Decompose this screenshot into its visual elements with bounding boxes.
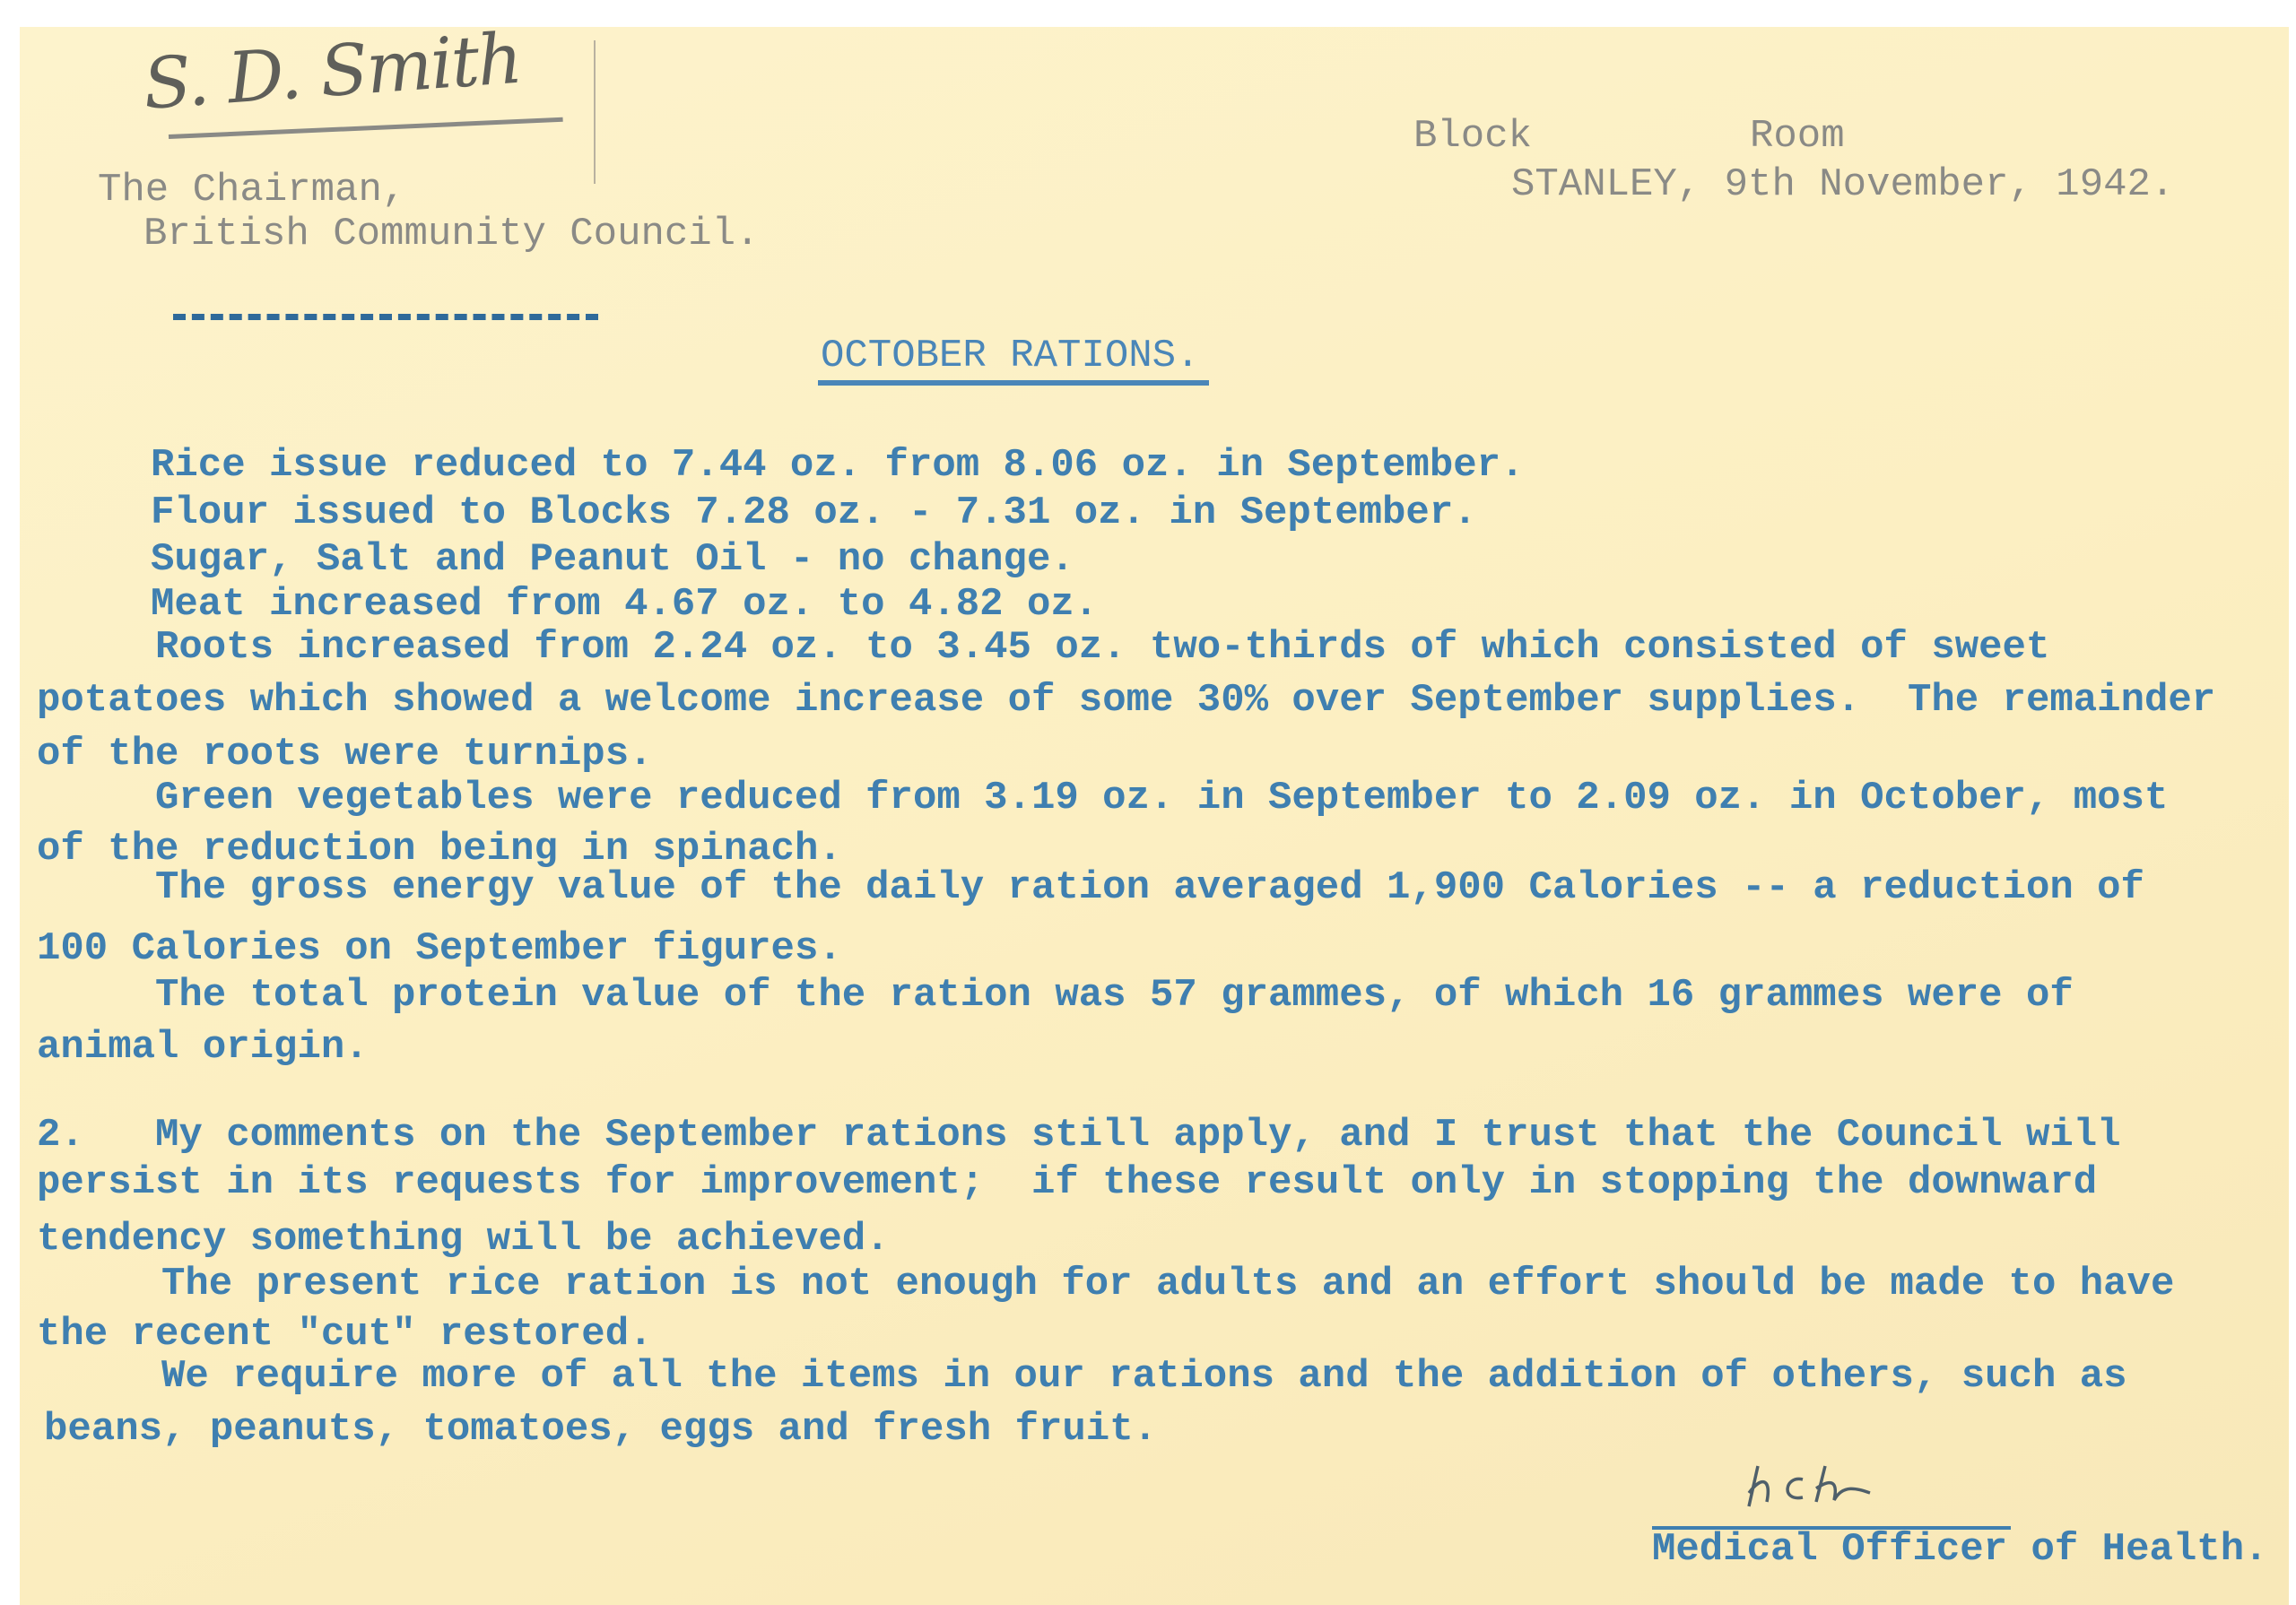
body-line: of the roots were turnips. [37,732,653,776]
margin-line [594,40,596,184]
body-line: Flour issued to Blocks 7.28 oz. - 7.31 oz. in September. [151,490,1477,535]
title-underline [818,380,1209,386]
place-date: STANLEY, 9th November, 1942. [1511,162,2175,207]
separator-dashes [173,314,598,320]
body-line: animal origin. [37,1025,369,1070]
room-label: Room [1750,114,1845,159]
body-line: Roots increased from 2.24 oz. to 3.45 oz. two-thirds of which consisted of sweet [155,625,2050,670]
body-line: tendency something will be achieved. [37,1217,890,1262]
body-line: Rice issue reduced to 7.44 oz. from 8.06 oz. in September. [151,443,1525,488]
body-line: Sugar, Salt and Peanut Oil - no change. [151,537,1074,582]
document-title: OCTOBER RATIONS. [821,334,1200,378]
body-line: We require more of all the items in our rations and the addition of others, such as [161,1354,2127,1399]
handwritten-signature-top: S. D. Smith [140,18,524,126]
body-line: persist in its requests for improvement; if these result only in stopping the downward [37,1160,2098,1205]
body-line: Green vegetables were reduced from 3.19 oz. in September to 2.09 oz. in October, most [155,776,2169,820]
body-line: of the reduction being in spinach. [37,827,842,872]
addressee-line-2: British Community Council. [144,212,760,256]
body-line: The gross energy value of the daily ration averaged 1,900 Calories -- a reduction of [155,865,2144,910]
body-line: Meat increased from 4.67 oz. to 4.82 oz. [151,582,1099,627]
body-line: The total protein value of the ration was 57 grammes, of which 16 grammes were of [155,973,2074,1018]
body-line: The present rice ration is not enough for adults and an effort should be made to have [161,1262,2175,1306]
block-label: Block [1413,114,1533,159]
body-line: beans, peanuts, tomatoes, eggs and fresh fruit. [44,1407,1158,1452]
handwritten-initials-bottom [1740,1457,1937,1520]
body-line: potatoes which showed a welcome increase of some 30% over September supplies. The remainder [37,678,2216,723]
body-line: the recent "cut" restored. [37,1312,653,1357]
body-line: 2. My comments on the September rations still apply, and I trust that the Council will [37,1113,2121,1158]
body-line: 100 Calories on September figures. [37,926,842,971]
addressee-line-1: The Chairman, [98,168,406,213]
signatory-title: Medical Officer of Health. [1652,1527,2268,1572]
